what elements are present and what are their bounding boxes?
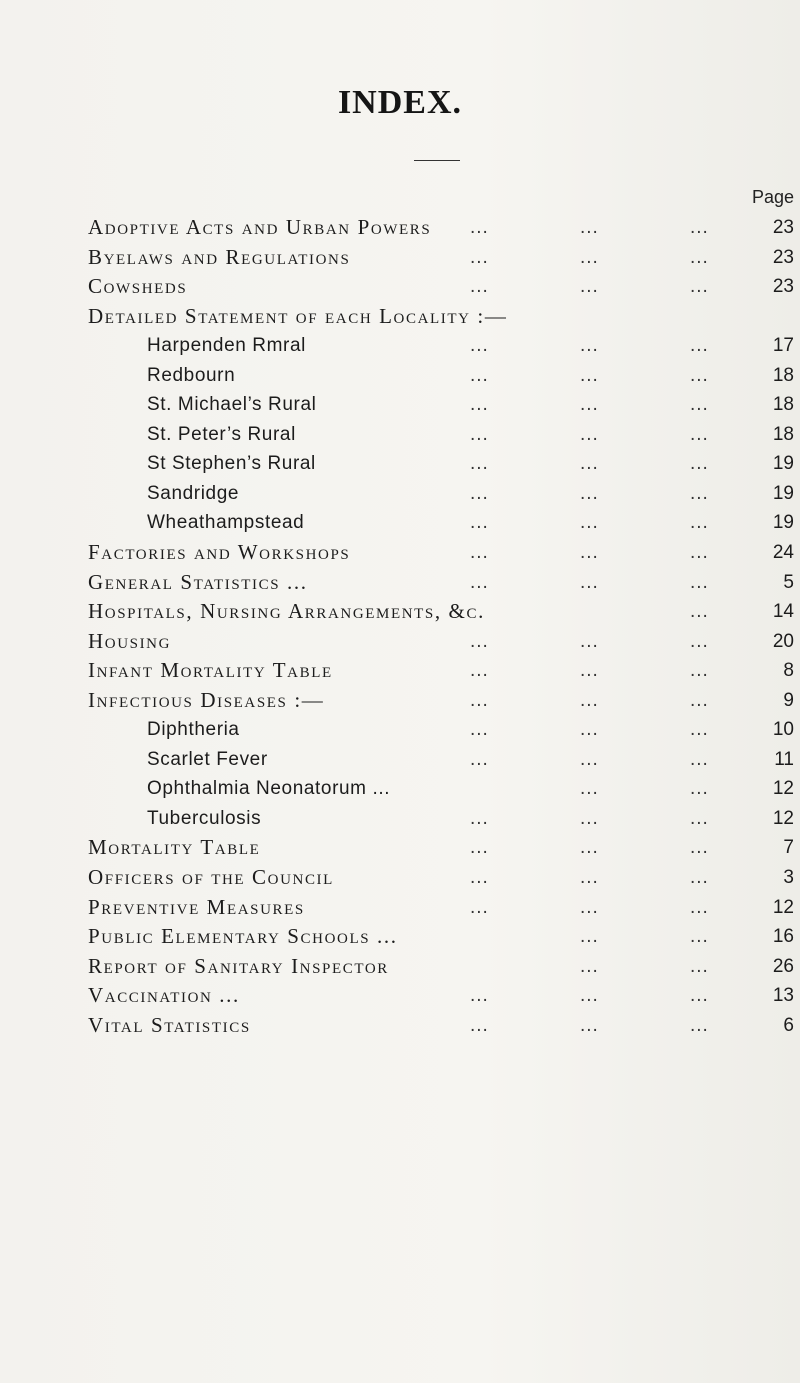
dot-leader: ... [470, 630, 489, 652]
entry-page-number: 3 [783, 867, 794, 889]
dot-leader: ... [690, 955, 709, 977]
index-entry [0, 302, 800, 332]
title-rule [414, 160, 460, 161]
dot-leader: ... [470, 660, 489, 682]
entry-page-number: 18 [772, 364, 794, 386]
dot-leader: ... [470, 335, 489, 357]
entry-page-number: 23 [772, 246, 794, 268]
dot-leader: ... [690, 748, 709, 770]
entry-page-number: 12 [772, 896, 794, 918]
index-sub-entry [0, 715, 800, 745]
dot-leader: ... [580, 807, 599, 829]
index-entry [0, 893, 800, 923]
dot-leader: ... [690, 926, 709, 948]
dot-leader: ... [470, 394, 489, 416]
entry-page-number: 23 [772, 217, 794, 238]
dot-leader: ... [580, 542, 599, 564]
entry-label: Diphtheria [147, 719, 240, 741]
dot-leader: ... [580, 453, 599, 475]
entry-page-number: 5 [783, 571, 794, 593]
entry-page-number: 14 [772, 601, 794, 623]
dot-leader: ... [470, 837, 489, 859]
dot-leader: ... [580, 423, 599, 445]
dot-leader: ... [690, 482, 709, 504]
entry-page-number: 16 [772, 926, 794, 948]
dot-leader: ... [470, 512, 489, 534]
index-entry [0, 597, 800, 627]
entry-label: Housing [88, 628, 172, 653]
dot-leader: ... [580, 482, 599, 504]
entry-label: Preventive Measures [88, 894, 305, 919]
dot-leader: ... [690, 1014, 709, 1036]
dot-leader: ... [690, 453, 709, 475]
index-entry [0, 568, 800, 598]
dot-leader: ... [470, 719, 489, 741]
entry-page-number: 26 [772, 955, 794, 977]
index-sub-entry [0, 449, 800, 479]
dot-leader: ... [470, 867, 489, 889]
entry-label: St Stephen’s Rural [147, 453, 316, 475]
index-entry [0, 538, 800, 568]
dot-leader: ... [690, 630, 709, 652]
dot-leader: ... [470, 482, 489, 504]
entry-page-number: 23 [772, 276, 794, 298]
index-sub-entry [0, 479, 800, 509]
entry-label: Officers of the Council [88, 865, 334, 890]
dot-leader: ... [690, 394, 709, 416]
dot-leader: ... [690, 276, 709, 298]
index-entry [0, 213, 800, 243]
entry-page-number: 19 [772, 512, 794, 534]
dot-leader: ... [580, 689, 599, 711]
dot-leader: ... [690, 217, 709, 238]
entry-label: Harpenden Rmral [147, 335, 306, 357]
dot-leader: ... [580, 985, 599, 1007]
dot-leader: ... [470, 985, 489, 1007]
dot-leader: ... [470, 807, 489, 829]
entry-label: Adoptive Acts and Urban Powers [88, 215, 432, 239]
entry-label: Tuberculosis [147, 807, 262, 829]
dot-leader: ... [470, 217, 489, 238]
entry-label: Byelaws and Regulations [88, 244, 351, 269]
dot-leader: ... [470, 689, 489, 711]
index-sub-entry [0, 745, 800, 775]
dot-leader: ... [690, 542, 709, 564]
entry-page-number: 6 [783, 1014, 794, 1036]
dot-leader: ... [690, 719, 709, 741]
index-entry [0, 952, 800, 982]
dot-leader: ... [580, 719, 599, 741]
entry-label: Scarlet Fever [147, 748, 268, 770]
page-column-header: Page [751, 187, 794, 207]
dot-leader: ... [580, 217, 599, 238]
index-entry [0, 863, 800, 893]
entry-page-number: 12 [772, 778, 794, 800]
entry-label: Ophthalmia Neonatorum ... [147, 778, 391, 800]
entry-page-number: 13 [772, 985, 794, 1007]
index-entry [0, 272, 800, 302]
entry-label: General Statistics ... [88, 569, 308, 594]
dot-leader: ... [690, 837, 709, 859]
dot-leader: ... [690, 423, 709, 445]
dot-leader: ... [580, 394, 599, 416]
entry-label: Vaccination ... [88, 983, 240, 1008]
dot-leader: ... [580, 246, 599, 268]
index-sub-entry [0, 774, 800, 804]
dot-leader: ... [580, 571, 599, 593]
index-entry [0, 686, 800, 716]
entry-page-number: 12 [772, 807, 794, 829]
dot-leader: ... [690, 364, 709, 386]
dot-leader: ... [690, 571, 709, 593]
entry-label: Redbourn [147, 364, 236, 386]
dot-leader: ... [580, 660, 599, 682]
dot-leader: ... [580, 778, 599, 800]
dot-leader: ... [690, 778, 709, 800]
entry-label: Public Elementary Schools ... [88, 924, 398, 949]
entry-page-number: 18 [772, 423, 794, 445]
dot-leader: ... [580, 748, 599, 770]
dot-leader: ... [470, 423, 489, 445]
entry-label: Sandridge [147, 482, 240, 504]
index-entry [0, 656, 800, 686]
dot-leader: ... [580, 837, 599, 859]
dot-leader: ... [470, 453, 489, 475]
dot-leader: ... [690, 689, 709, 711]
dot-leader: ... [470, 246, 489, 268]
dot-leader: ... [470, 571, 489, 593]
entry-page-number: 18 [772, 394, 794, 416]
dot-leader: ... [470, 364, 489, 386]
entry-page-number: 20 [772, 630, 794, 652]
entry-label: Infant Mortality Table [88, 658, 333, 683]
dot-leader: ... [580, 364, 599, 386]
index-entry [0, 981, 800, 1011]
dot-leader: ... [690, 985, 709, 1007]
index-sub-entry [0, 804, 800, 834]
dot-leader: ... [690, 601, 709, 623]
entry-label: Mortality Table [88, 835, 261, 860]
entry-label: St. Michael’s Rural [147, 394, 317, 416]
entry-page-number: 9 [783, 689, 794, 711]
dot-leader: ... [690, 512, 709, 534]
index-sub-entry [0, 420, 800, 450]
entry-label: Cowsheds [88, 274, 188, 299]
entry-label: Factories and Workshops [88, 540, 351, 565]
dot-leader: ... [580, 335, 599, 357]
index-sub-entry [0, 331, 800, 361]
entry-label: Report of Sanitary Inspector [88, 953, 389, 978]
index-entry [0, 1011, 800, 1041]
dot-leader: ... [470, 748, 489, 770]
dot-leader: ... [690, 660, 709, 682]
dot-leader: ... [690, 867, 709, 889]
dot-leader: ... [690, 807, 709, 829]
index-entries [0, 213, 800, 1040]
dot-leader: ... [580, 867, 599, 889]
dot-leader: ... [580, 896, 599, 918]
entry-page-number: 17 [772, 335, 794, 357]
entry-page-number: 10 [772, 719, 794, 741]
index-sub-entry [0, 361, 800, 391]
dot-leader: ... [580, 926, 599, 948]
index-sub-entry [0, 390, 800, 420]
dot-leader: ... [580, 630, 599, 652]
entry-label: St. Peter’s Rural [147, 423, 296, 445]
entry-page-number: 8 [783, 660, 794, 682]
index-entry [0, 833, 800, 863]
entry-label: Infectious Diseases :— [88, 687, 325, 712]
dot-leader: ... [470, 276, 489, 298]
entry-page-number: 19 [772, 482, 794, 504]
dot-leader: ... [690, 246, 709, 268]
entry-page-number: 24 [772, 542, 794, 564]
index-entry [0, 243, 800, 273]
entry-label: Vital Statistics [88, 1012, 251, 1037]
dot-leader: ... [580, 512, 599, 534]
index-entry [0, 627, 800, 657]
dot-leader: ... [580, 1014, 599, 1036]
entry-page-number: 11 [774, 748, 794, 770]
entry-label: Hospitals, Nursing Arrangements, &c. [88, 599, 485, 624]
entry-label: Detailed Statement of each Locality :— [88, 303, 508, 328]
entry-label: Wheathampstead [147, 512, 305, 534]
dot-leader: ... [470, 1014, 489, 1036]
entry-page-number: 19 [772, 453, 794, 475]
dot-leader: ... [580, 955, 599, 977]
index-entry [0, 922, 800, 952]
dot-leader: ... [690, 335, 709, 357]
dot-leader: ... [580, 276, 599, 298]
index-title: INDEX. [337, 84, 463, 121]
dot-leader: ... [470, 896, 489, 918]
entry-page-number: 7 [783, 837, 794, 859]
dot-leader: ... [470, 542, 489, 564]
dot-leader: ... [690, 896, 709, 918]
index-sub-entry [0, 508, 800, 538]
